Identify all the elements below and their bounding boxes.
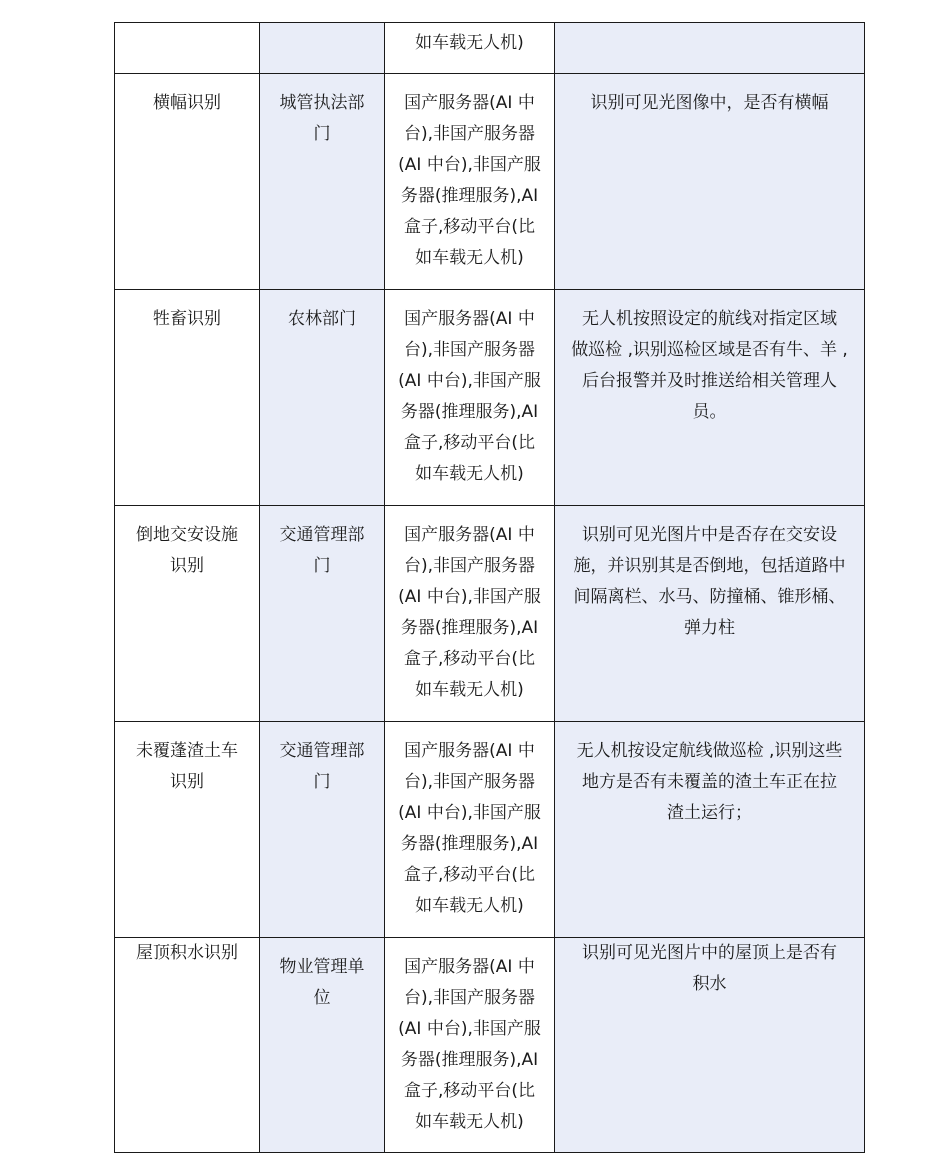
description-text: 识别可见光图像中，是否有横幅 — [590, 93, 829, 113]
department-name: 交通管理部 门 — [279, 525, 365, 576]
table-row — [115, 23, 865, 74]
deployment-env-cell — [385, 290, 555, 506]
algorithm-name-cell — [115, 506, 260, 722]
department-cell — [260, 74, 385, 290]
description-cell — [555, 938, 865, 1153]
algorithm-name-cell — [115, 722, 260, 938]
table-row — [115, 506, 865, 722]
deployment-env-cell — [385, 74, 555, 290]
algorithm-name: 牲畜识别 — [153, 309, 221, 329]
table-row — [115, 722, 865, 938]
department-cell — [260, 938, 385, 1153]
algorithm-table — [114, 22, 865, 1153]
algorithm-name-cell — [115, 74, 260, 290]
description-cell — [555, 506, 865, 722]
department-cell — [260, 506, 385, 722]
algorithm-name: 横幅识别 — [153, 93, 221, 113]
deployment-env-cell — [385, 722, 555, 938]
deployment-env-text: 国产服务器(AI 中 台),非国产服务器 (AI 中台),非国产服 务器(推理服务),AI 盒子,移动平台(比 如车载无人机) — [398, 309, 541, 484]
department-cell — [260, 722, 385, 938]
department-name: 农林部门 — [288, 309, 356, 329]
department-name: 物业管理单 位 — [279, 957, 365, 1008]
deployment-env-text: 国产服务器(AI 中 台),非国产服务器 (AI 中台),非国产服 务器(推理服务),AI 盒子,移动平台(比 如车载无人机) — [398, 525, 541, 700]
department-name: 交通管理部 门 — [279, 741, 365, 792]
description-cell — [555, 23, 865, 74]
description-text: 无人机按设定航线做巡检 ,识别这些 地方是否有未覆盖的渣土车正在拉 渣土运行； — [576, 741, 843, 823]
algorithm-name-cell — [115, 938, 260, 1153]
department-cell — [260, 23, 385, 74]
description-cell — [555, 290, 865, 506]
algorithm-name: 未覆蓬渣土车 识别 — [136, 741, 238, 792]
description-cell — [555, 722, 865, 938]
description-cell — [555, 74, 865, 290]
deployment-env-text: 国产服务器(AI 中 台),非国产服务器 (AI 中台),非国产服 务器(推理服务),AI 盒子,移动平台(比 如车载无人机) — [398, 741, 541, 916]
algorithm-name: 屋顶积水识别 — [136, 943, 238, 963]
algorithm-name-cell — [115, 290, 260, 506]
table-row — [115, 290, 865, 506]
description-text: 无人机按照设定的航线对指定区域 做巡检 ,识别巡检区域是否有牛、羊 , 后台报警并及时推送给相关管理人 员。 — [571, 309, 848, 422]
department-name: 城管执法部 门 — [279, 93, 365, 144]
department-cell — [260, 290, 385, 506]
deployment-env-cell — [385, 23, 555, 74]
deployment-env-text: 国产服务器(AI 中 台),非国产服务器 (AI 中台),非国产服 务器(推理服务),AI 盒子,移动平台(比 如车载无人机) — [398, 93, 541, 268]
deployment-env-cell — [385, 506, 555, 722]
table-row — [115, 938, 865, 1153]
deployment-env-cell — [385, 938, 555, 1153]
deployment-env-text: 如车载无人机) — [415, 33, 524, 53]
deployment-env-text: 国产服务器(AI 中 台),非国产服务器 (AI 中台),非国产服 务器(推理服务),AI 盒子,移动平台(比 如车载无人机) — [398, 957, 541, 1132]
description-text: 识别可见光图片中是否存在交安设 施，并识别其是否倒地，包括道路中 间隔离栏、水马、防撞桶、锥形桶、 弹力柱 — [573, 525, 846, 638]
table-row — [115, 74, 865, 290]
algorithm-name: 倒地交安设施 识别 — [136, 525, 238, 576]
description-text: 识别可见光图片中的屋顶上是否有 积水 — [582, 943, 837, 994]
algorithm-name-cell — [115, 23, 260, 74]
